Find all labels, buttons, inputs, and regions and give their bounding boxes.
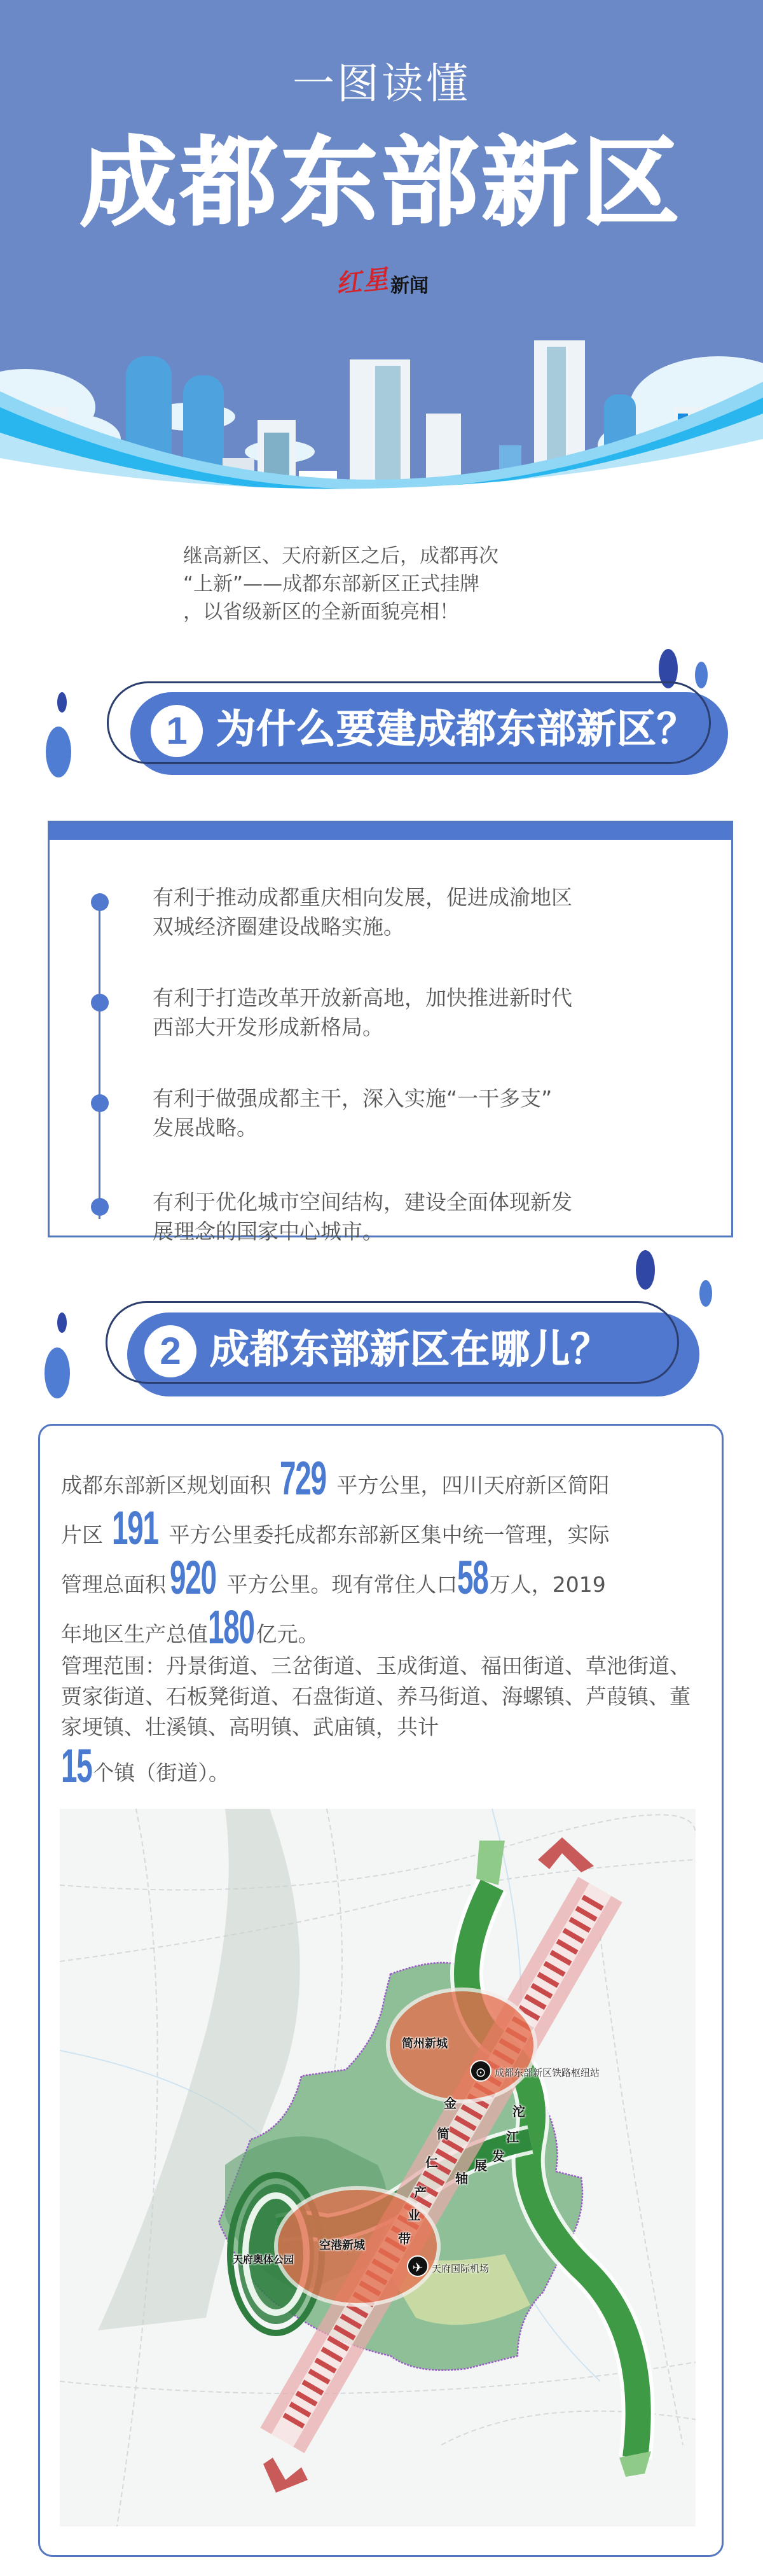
map-illustration	[60, 1809, 696, 2526]
map-label-axis-char: 沱	[512, 2104, 525, 2119]
location-card	[38, 1424, 724, 2557]
reason-text: 有利于优化城市空间结构，建设全面体现新发 展理念的国家中心城市。	[153, 1190, 572, 1244]
gdp-value: 180	[208, 1601, 254, 1654]
map-label-olympic-park: 天府奥体公园	[233, 2253, 294, 2266]
planning-map	[60, 1809, 696, 2526]
decor-dot	[45, 1347, 70, 1398]
section-1-title: 为什么要建成都东部新区？	[216, 706, 698, 752]
intro-paragraph	[183, 542, 603, 626]
stats-line: 年地区生产总值 180 亿元。	[61, 1601, 319, 1654]
decor-dot	[57, 1312, 67, 1333]
map-label-belt-char: 仁	[425, 2155, 438, 2170]
map-label-belt-char: 金	[444, 2096, 457, 2111]
stats-line: 片区 191 平方公里委托成都东部新区集中统一管理，实际	[61, 1501, 610, 1554]
stats-line: 15 个镇（街道）。	[61, 1739, 230, 1792]
timeline-dot-icon	[91, 893, 109, 911]
hero-kicker: 一图读懂	[292, 59, 471, 108]
map-label-railway-hub: 成都东部新区铁路枢纽站	[495, 2067, 600, 2078]
section-2-title: 成都东部新区在哪儿？	[210, 1326, 611, 1372]
map-label-belt-char: 业	[408, 2208, 420, 2223]
town-count-value: 15	[61, 1739, 92, 1792]
decor-dot	[636, 1250, 655, 1290]
population-value: 58	[457, 1551, 489, 1604]
timeline-dot-icon	[91, 1094, 109, 1112]
map-label-airport: 天府国际机场	[432, 2263, 490, 2274]
map-label-belt-char: 简	[437, 2126, 450, 2141]
timeline-line	[99, 904, 100, 1219]
brand-logo-black: 新闻	[390, 275, 429, 296]
stats-paragraph	[61, 1450, 703, 1792]
jianyang-area-value: 191	[112, 1501, 158, 1554]
reason-text: 有利于做强成都主干，深入实施“一干多支” 发展战略。	[153, 1086, 553, 1140]
map-label-axis-char: 展	[474, 2158, 487, 2173]
airplane-icon: ✈	[407, 2255, 429, 2277]
timeline-dot-icon	[91, 994, 109, 1012]
section-1-number-badge: 1	[151, 705, 203, 757]
stats-line: 成都东部新区规划面积 729 平方公里，四川天府新区简阳	[61, 1452, 610, 1505]
reason-text: 有利于推动成都重庆相向发展，促进成渝地区 双城经济圈建设战略实施。	[153, 885, 572, 939]
map-label-jianzhou: 简州新城	[402, 2037, 448, 2050]
decor-dot	[699, 1280, 712, 1307]
brand-logo-red: 红星	[334, 263, 391, 300]
stats-line: 管理总面积 920 平方公里。现有常住人口 58 万人，2019	[61, 1551, 606, 1604]
intro-line: 继高新区、天府新区之后，成都再次	[183, 545, 498, 567]
map-label-belt-char: 产	[414, 2185, 427, 2200]
panel-header-bar	[50, 823, 731, 840]
decor-dot	[695, 662, 708, 688]
hero-banner	[0, 0, 763, 515]
intro-line: “上新”——成都东部新区正式挂牌	[183, 573, 480, 595]
intro-line: ，以省级新区的全新面貌亮相！	[183, 601, 459, 623]
management-scope: 管理范围：丹景街道、三岔街道、玉成街道、福田街道、草池街道、贾家街道、石板凳街道、石盘街道、养马街道、海螺镇、芦葭镇、董家埂镇、壮溪镇、高明镇、武庙镇，共计	[61, 1654, 691, 1739]
hero-title: 成都东部新区	[80, 127, 683, 239]
section-2-number-badge: 2	[144, 1325, 196, 1377]
decor-dot	[46, 727, 71, 777]
map-label-belt-char: 带	[398, 2231, 411, 2246]
total-area-value: 920	[170, 1551, 216, 1604]
map-label-axis-char: 江	[506, 2129, 519, 2145]
timeline-dot-icon	[91, 1198, 109, 1216]
brand-logo	[334, 263, 429, 300]
map-label-konggang: 空港新城	[319, 2239, 365, 2252]
reason-text: 有利于打造改革开放新高地，加快推进新时代 西部大开发形成新格局。	[153, 985, 572, 1040]
decor-dot	[57, 692, 67, 713]
map-label-axis-char: 发	[492, 2148, 505, 2164]
planned-area-value: 729	[280, 1452, 326, 1505]
railway-station-icon: ⊙	[470, 2060, 491, 2082]
reasons-panel	[48, 821, 733, 1244]
map-label-axis-char: 轴	[455, 2171, 468, 2186]
